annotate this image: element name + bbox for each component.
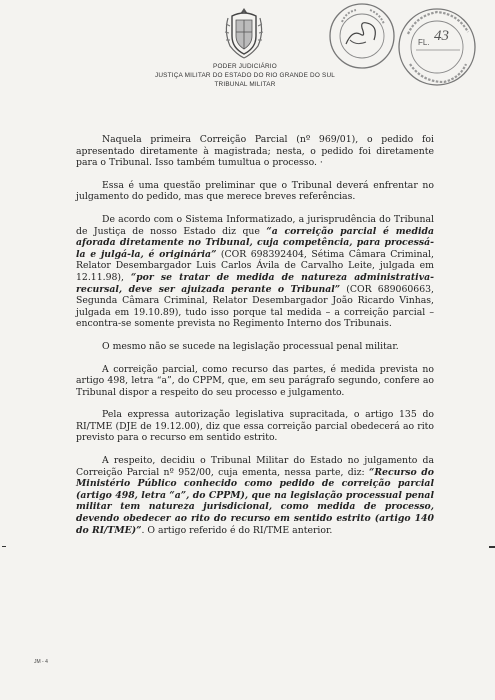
paragraph-4: O mesmo não se sucede na legislação processual penal militar. bbox=[102, 340, 399, 352]
paragraph-5: A correição parcial, como recurso das partes, é medida prevista no artigo 498, letra “a”, do CPPM, que, em seu parágrafo segundo, confere ao Tribunal dispor a respeito do seu processo e julgamento. bbox=[76, 363, 434, 398]
paragraph-3-text-a: De acordo com o Sistema Informatizado, a jurisprudência do Tribunal de Justiça de nosso Estado diz que bbox=[76, 213, 434, 237]
paragraph-7 bbox=[76, 455, 434, 536]
margin-mark-right bbox=[489, 546, 495, 548]
margin-mark-left bbox=[2, 546, 6, 547]
paragraph-3-text-e: (COR 689060663, Segunda Câmara Criminal, Relator Desembargador João Ricardo Vinhas, julgada em 19.10.89), tudo isso porque tal medida – a correição parcial – encontra-se somente prevista no Regimento Interno dos Tribunais. bbox=[76, 283, 434, 330]
letterhead-line-3: TRIBUNAL MILITAR bbox=[214, 81, 276, 88]
paragraph-3-quote-2: “por se tratar de medida de natureza administrativa-recursal, deve ser ajuizada perante o Tribunal” bbox=[76, 271, 434, 295]
paragraph-7-text-a: A respeito, decidiu o Tribunal Militar do Estado no julgamento da Correição Parcial nº 952/00, cuja ementa, nessa parte, diz: bbox=[76, 455, 434, 478]
paragraph-1: Naquela primeira Correição Parcial (nº 969/01), o pedido foi apresentado diretamente à magistrada; nesta, o pedido foi diretamente para o Tribunal. Isso também tumultua o processo. · bbox=[76, 134, 434, 169]
paragraph-3 bbox=[76, 214, 434, 330]
letterhead-line-2: JUSTIÇA MILITAR DO ESTADO DO RIO GRANDE DO SUL bbox=[154, 72, 336, 79]
paragraph-3-text-c: (COR 698392404, Sétima Câmara Criminal, Relator Desembargador Luis Carlos Ávila de Carvalho Leite, julgada em 12.11.98), bbox=[76, 248, 434, 283]
paragraph-2: Essa é uma questão preliminar que o Tribunal deverá enfrentar no julgamento do pedido, mas que merece breves referências. bbox=[76, 179, 434, 203]
folio-label: FL. bbox=[418, 38, 430, 47]
letterhead-line-1: PODER JUDICIÁRIO bbox=[213, 63, 277, 70]
document-body bbox=[76, 134, 434, 547]
folio-number: 43 bbox=[434, 28, 449, 44]
paragraph-6: Pela expressa autorização legislativa supracitada, o artigo 135 do RI/TME (DJE de 19.12.00), diz que essa correição parcial obedecerá ao rito previsto para o recurso em sentido estrito. bbox=[76, 409, 434, 444]
court-seal-stamp-icon bbox=[326, 0, 398, 72]
paragraph-7-text-c: . O artigo referido é do RI/TME anterior. bbox=[141, 524, 333, 536]
coat-of-arms-icon bbox=[222, 6, 266, 60]
form-code: JM - 4 bbox=[34, 659, 48, 665]
paragraph-7-quote: “Recurso do Ministério Público conhecido como pedido de correição parcial (artigo 498, letra “a”, do CPPM), que na legislação processual penal militar tem natureza jurisdicional, como medida de processo, devendo obedecer ao rito do recurso em sentido estrito (artigo 140 do RI/TME)” bbox=[76, 466, 434, 536]
folio-stamp-icon bbox=[394, 4, 480, 90]
paragraph-3-quote-1: “a correição parcial é medida aforada diretamente no Tribunal, cuja competência, para processá-la e julgá-la, é originária” bbox=[76, 225, 435, 260]
